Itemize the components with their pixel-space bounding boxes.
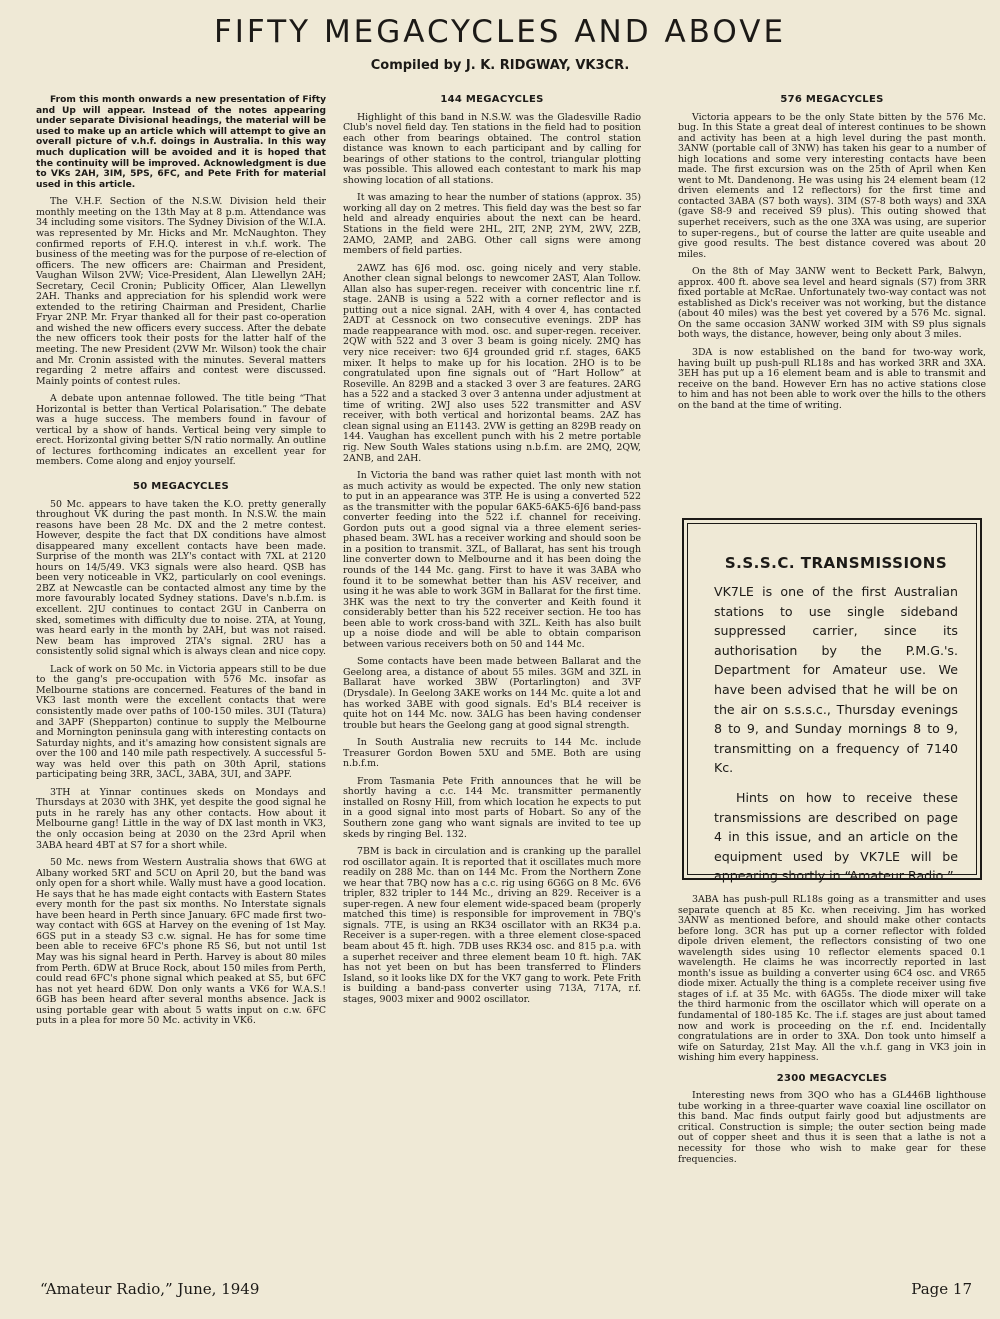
- paragraph: 3TH at Yinnar continues skeds on Mondays and Thursdays at 2030 with 3HK, yet despite the good signal he puts in he rarely has any other contacts. How about it Melbourne gang! Little in the way of DX last month in VK3, the only occasion being at 2030 on the 23rd April when 3ABA heard 4BT at S7 for a short while.: [36, 786, 326, 851]
- box-paragraph: Hints on how to receive these transmissions are described on page 4 in this issue, and an article on the equipment used by VK7LE will be appearing shortly in “Amateur Radio.”: [714, 789, 958, 884]
- section-heading-50mc: 50 MEGACYCLES: [133, 481, 229, 493]
- paragraph: In Victoria the band was rather quiet last month with not as much activity as would be expected. The only new station to put in an appearance was 3TP. He is using a converted 522 as the transmitter with the popular 6AK5-6AK5-6J6 band-pass converter feeding into the 522 i.f. channel for receiving. Gordon puts out a good signal via a three element series-phased beam. 3WL has a receiver working and should soon be in a position to transmit. 3ZL, of Ballarat, has sent his trough line converter down to Melbourne and it has been doing the rounds of the 144 Mc. gang. First to have it was 3ABA who found it to be somewhat better than his ASV receiver, and using it he was able to work 3GM in Ballarat for the first time. 3HK was the next to try the converter and Keith found it considerably better than his 522 receiver section. He too has been able to work cross-band with 3ZL. Keith has also built up a noise diode and will be able to obtain comparison between various receivers both on 50 and 144 Mc.: [343, 470, 641, 650]
- column-middle: [343, 95, 641, 1012]
- paragraph: On the 8th of May 3ANW went to Beckett Park, Balwyn, approx. 400 ft. above sea level and heard signals (S7) from 3RR fixed portable at McRae. Unfortunately two-way contact was not established as Dick's receiver was not working, but the distance (about 40 miles) was the best yet covered by a 576 Mc. signal. On the same occasion 3ANW worked 3IM with S9 plus signals both ways, the distance, however, being only about 3 miles.: [678, 266, 986, 341]
- byline: Compiled by J. K. RIDGWAY, VK3CR.: [370, 58, 630, 73]
- paragraph: Highlight of this band in N.S.W. was the Gladesville Radio Club's novel field day. Ten stations in the field had to position each other from bearings obtained. The control station distance was known to each participant and by calling for bearings of other stations to the control, triangular plotting was possible. This allowed each contestant to mark his map showing location of all stations.: [343, 111, 641, 186]
- section-heading-576mc: 576 MEGACYCLES: [780, 94, 884, 105]
- paragraph: 50 Mc. news from Western Australia shows that 6WG at Albany worked 5RT and 5CU on April 20, but the band was only open for a short while. Wally must have a good location. He says that he has made eight contacts with Eastern States every month for the past six months. No Interstate signals have been heard in Perth since January. 6FC made first two-way contact with 6GS at Harvey on the evening of 1st May. 6GS put in a steady S3 c.w. signal. He has for some time been able to receive 6FC's phone R5 S6, but not until 1st May was his signal heard in Perth. Harvey is about 80 miles from Perth. 6DW at Bruce Rock, about 150 miles from Perth, could read 6FC's phone signal which peaked at S5, but 6FC has not yet heard 6DW. Don only wants a VK6 for W.A.S.! 6GB has been heard after several months absence. Jack is using portable gear with about 5 watts input on c.w. 6FC puts in a plea for more 50 Mc. activity in VK6.: [36, 857, 326, 1027]
- column-right-bottom: [678, 895, 986, 1172]
- paragraph: 2AWZ has 6J6 mod. osc. going nicely and very stable. Another clean signal belongs to newcomer 2AST, Alan Tollow. Allan also has super-regen. receiver with concentric line r.f. stage. 2ANB is using a 522 with a corner reflector and is putting out a nice signal. 2AH, with 4 over 4, has contacted 2ADT at Cessnock on two consecutive evenings. 2DP has made reappearance with mod. osc. and super-regen. receiver. 2QW with 522 and 3 over 3 beam is going nicely. 2MQ has very nice receiver: two 6J4 grounded grid r.f. stages, 6AK5 mixer. It helps to make up for his location. 2HO is to be congratulated upon fine signals out of “Hart Hollow” at Roseville. An 829B and a stacked 3 over 3 are features. 2ARG has a 522 and a stacked 3 over 3 antenna under adjustment at time of writing. 2WJ also uses 522 transmitter and ASV receiver, with both vertical and horizontal beams. 2AZ has clean signal using an E1143. 2VW is getting an 829B ready on 144. Vaughan has excellent punch with his 2 metre portable rig. New South Wales stations using n.b.f.m. are 2MQ, 2QW, 2ANB, and 2AH.: [343, 262, 641, 464]
- paragraph: Victoria appears to be the only State bitten by the 576 Mc. bug. In this State a great deal of interest continues to be shown and activity has been at a high level during the past month. 3ANW (portable call of 3NW) has taken his gear to a number of high locations and some very interesting contacts have been made. The first excursion was on the 25th of April when Ken went to Mt. Dandenong. He was using his 24 element beam (12 driven elements and 12 reflectors) for the first time and contacted 3ABA (S7 both ways). 3IM (S7-8 both ways) and 3XA (gave S8-9 and received S9 plus). This outing showed that superhet receivers, such as the one 3XA was using, are superior to super-regens., but of course the latter are quite useable and give good results. The best distance covered was about 20 miles.: [678, 111, 986, 260]
- paragraph: The V.H.F. Section of the N.S.W. Division held their monthly meeting on the 13th May at 8 p.m. Attendance was 34 including some visitors. The Sydney Division of the W.I.A. was represented by Mr. Hicks and Mr. McNaughton. They confirmed reports of F.H.Q. interest in v.h.f. work. The business of the meeting was for the purpose of re-election of officers. The new officers are: Chairman and President, Vaughan Wilson 2VW; Vice-President, Alan Llewellyn 2AH; Secretary, Cecil Cronin; Publicity Officer, Alan Llewellyn 2AH. Thanks and appreciation for his splendid work were extended to the retiring Chairman and President, Charlie Fryar 2NP. Mr. Fryar thanked all for their past co-operation and wished the new officers every success. After the debate the new officers took their posts for the latter half of the meeting. The new President (2VW Mr. Wilson) took the chair and Mr. Cronin assisted with the minutes. Several matters regarding 2 metre affairs and contest were discussed. Mainly points of contest rules.: [36, 196, 326, 387]
- paragraph: From Tasmania Pete Frith announces that he will be shortly having a c.c. 144 Mc. transmitter permanently installed on Rosny Hill, from which location he expects to put in a good signal into most parts of Hobart. So any of the Southern zone gang who want signals are invited to tee up skeds by ringing Bel. 132.: [343, 775, 641, 840]
- page-title: FIFTY MEGACYCLES AND ABOVE: [213, 14, 787, 50]
- section-heading-144mc: 144 MEGACYCLES: [440, 94, 544, 105]
- paragraph: Some contacts have been made between Ballarat and the Geelong area, a distance of about 55 miles. 3GM and 3ZL in Ballarat have worked 3BW (Portarlington) and 3VF (Drysdale). In Geelong 3AKE works on 144 Mc. quite a lot and has worked 3ABE with good signals. Ed's BL4 receiver is quite hot on 144 Mc. now. 3ALG has been having condenser trouble but hears the Geelong gang at good signal strength.: [343, 656, 641, 731]
- paragraph: Lack of work on 50 Mc. in Victoria appears still to be due to the gang's pre-occupation with 576 Mc. insofar as Melbourne stations are concerned. Features of the band in VK3 last month were the excellent contacts that were consistently made over paths of 100-150 miles. 3UI (Tatura) and 3APF (Shepparton) continue to supply the Melbourne and Mornington peninsula gang with interesting contacts on Saturday nights, and it's amazing how consistent signals are over the 100 and 140 mile path respectively. A successful 5-way was held over this path on 30th April, stations participating being 3RR, 3ACL, 3ABA, 3UI, and 3APF.: [36, 663, 326, 781]
- paragraph: 7BM is back in circulation and is cranking up the parallel rod oscillator again. It is reported that it oscillates much more readily on 288 Mc. than on 144 Mc. From the Northern Zone we hear that 7BQ now has a c.c. rig using 6G6G on 8 Mc. 6V6 tripler, 832 tripler to 144 Mc., driving an 829. Receiver is a super-regen. A new four element wide-spaced beam (properly matched this time) is responsible for improvement in 7BQ's signals. 7TE, is using an RK34 oscillator with an RK34 p.a. Receiver is a super-regen. with a three element close-spaced beam about 45 ft. high. 7DB uses RK34 osc. and 815 p.a. with a superhet receiver and three element beam 10 ft. high. 7AK has not yet been on but has been transferred to Flinders Island, so it looks like DX for the VK7 gang to work. Pete Frith is building a band-pass converter using 713A, 717A, r.f. stages, 9003 mixer and 9002 oscillator.: [343, 846, 641, 1005]
- paragraph: It was amazing to hear the number of stations (approx. 35) working all day on 2 metres. This field day was the best so far held and already enquiries about the next can be heard. Stations in the field were 2HL, 2IT, 2NP, 2YM, 2WV, 2ZB, 2AMO, 2AMP, and 2ABG. Other call signs were among members of field parties.: [343, 192, 641, 257]
- box-title: S.S.S.C. TRANSMISSIONS: [724, 554, 948, 572]
- box-paragraph: VK7LE is one of the first Australian stations to use single sideband suppressed carrier, since its authorisation by the P.M.G.'s. Department for Amateur use. We have been advised that he will be on the air on s.s.s.c., Thursday evenings 8 to 9, and Sunday mornings 8 to 9, transmitting on a frequency of 7140 Kc.: [714, 584, 958, 776]
- sssc-transmissions-box: [682, 518, 982, 884]
- paragraph: Interesting news from 3QO who has a GL446B lighthouse tube working in a three-quarter wave coaxial line oscillator on this band. Mac finds output fairly good but adjustments are critical. Construction is simple; the outer section being made out of copper sheet and thus it is seen that a lathe is not a necessity for those who wish to make gear for these frequencies.: [678, 1090, 986, 1165]
- column-left: [36, 95, 326, 1034]
- paragraph: 50 Mc. appears to have taken the K.O. pretty generally throughout VK during the past month. In N.S.W. the main reasons have been 28 Mc. DX and the 2 metre contest. However, despite the fact that DX conditions have almost disappeared many excellent contacts have been made. Surprise of the month was 2LY's contact with 7XL at 2120 hours on 14/5/49. VK3 signals were also heard. QSB has been very noticeable in VK2, particularly on cool evenings. 2BZ at Newcastle can be contacted almost any time by the more favourably located Sydney stations. Dave's n.b.f.m. is excellent. 2JU continues to contact 2GU in Canberra on sked, sometimes with difficulty due to noise. 2TA, at Young, was heard early in the month by 2AH, but was not raised. New beam has improved 2TA's signal. 2RU has a consistently solid signal which is always clean and nice copy.: [36, 498, 326, 658]
- section-heading-2300mc: 2300 MEGACYCLES: [776, 1072, 888, 1084]
- column-right-top: [678, 95, 986, 418]
- paragraph: 3DA is now established on the band for two-way work, having built up push-pull RL18s and has worked 3RR and 3XA. 3EH has put up a 16 element beam and is able to transmit and receive on the band. However Ern has no active stations close to him and has not been able to work over the hills to the others on the band at the time of writing.: [678, 347, 986, 411]
- page-number: Page 17: [911, 1280, 972, 1298]
- paragraph: A debate upon antennae followed. The title being “That Horizontal is better than Vertical Polarisation.” The debate was a huge success. The members found in favour of vertical by a show of hands. Vertical being very simple to erect. Horizontal giving better S/N ratio normally. An outline of lectures forthcoming indicates an excellent year for members. Come along and enjoy yourself.: [36, 393, 326, 468]
- box-inner-frame: [687, 523, 977, 884]
- intro-paragraph: From this month onwards a new presentation of Fifty and Up will appear. Instead of the notes appearing under separate Divisional headings, the material will be used to make up an article which will attempt to give an overall picture of v.h.f. doings in Australia. In this way much duplication will be avoided and it is hoped that the continuity will be improved. Acknowledgment is due to VKs 2AH, 3IM, 5PS, 6FC, and Pete Frith for material used in this article.: [36, 95, 326, 190]
- paragraph: In South Australia new recruits to 144 Mc. include Treasurer Gordon Bowen 5XU and 5ME. Both are using n.b.f.m.: [343, 737, 641, 770]
- footer-publication: “Amateur Radio,” June, 1949: [40, 1280, 260, 1298]
- paragraph: 3ABA has push-pull RL18s going as a transmitter and uses separate quench at 85 Kc. when receiving. Jim has worked 3ANW as mentioned before, and should make other contacts before long. 3CR has put up a corner reflector with folded dipole driven element, the reflectors consisting of two one wavelength sides using 10 reflector elements spaced 0.1 wavelength. He claims he was incorrectly reported in last month's issue as building a converter using 6C4 osc. and VR65 diode mixer. Actually the thing is a complete receiver using five stages of i.f. at 35 Mc. with 6AG5s. The diode mixer will take the third harmonic from the oscillator which will operate on a fundamental of 180-185 Kc. The i.f. stages are just about tamed now and work is proceeding on the r.f. end. Incidentally congratulations are in order to 3XA. Don took unto himself a wife on Saturday, 21st May. All the v.h.f. gang in VK3 join in wishing him every happiness.: [678, 894, 986, 1064]
